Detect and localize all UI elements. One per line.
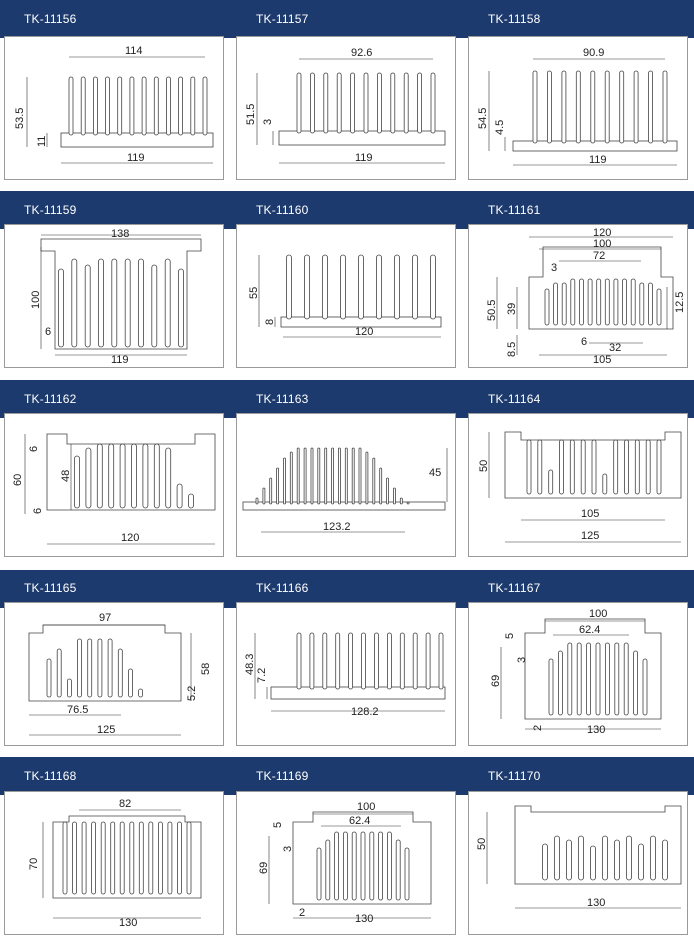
fin [297,633,301,689]
fin [75,456,80,508]
fin [657,289,661,325]
dimension-label: 51.5 [245,103,257,125]
fin [543,844,548,880]
fin [112,259,117,347]
fin [166,448,171,508]
fin [318,448,320,504]
fin [631,279,635,325]
fin [359,255,364,319]
fin [549,470,553,494]
fin [413,633,417,689]
fin [364,73,368,133]
fin [605,279,609,325]
fin [323,633,327,689]
profile-drawing-tk-11169 [236,791,456,935]
fin [651,836,656,880]
fin [634,651,638,715]
fin [587,643,591,715]
profile-drawing-tk-11160 [236,224,456,368]
dimension-label: 119 [127,152,145,164]
fin [125,259,130,347]
fin [179,269,184,347]
fin [178,822,182,894]
product-code: TK-11168 [24,769,77,783]
dimension-label: 8 [264,318,276,325]
fin [143,444,148,508]
profile-drawing-tk-11157 [236,36,456,180]
fin [139,689,143,697]
fin [139,822,143,894]
product-code: TK-11157 [256,12,309,26]
dimension-label: 120 [121,532,140,544]
fin [323,255,328,319]
fin [73,822,77,894]
fin [284,458,286,504]
fin [591,846,596,880]
fin [603,474,607,494]
fin [603,836,608,880]
dimension-label: 48.3 [244,653,256,675]
dimension-label: 130 [355,913,374,925]
fin [597,279,601,325]
fin [338,448,340,504]
dimension-label: 3 [516,656,528,663]
fin [591,71,595,143]
fin [92,822,96,894]
fin [623,279,627,325]
fin [562,71,566,143]
fin [614,279,618,325]
dimension-label: 119 [355,152,373,164]
fin [108,639,112,697]
fin [579,836,584,880]
dimension-label: 92.6 [351,47,373,59]
fin [297,448,299,504]
fin [337,73,341,133]
fin [418,73,422,133]
fin [165,259,170,347]
dimension-label: 69 [258,861,270,874]
fin [549,659,553,715]
fin [375,633,379,689]
dimension-label: 105 [593,354,612,366]
fin [533,71,537,143]
fin [311,448,313,504]
fin [393,488,395,504]
fin [643,659,647,715]
dimension-label: 123.2 [323,521,351,533]
fin [189,494,194,508]
fin [326,840,330,900]
fin [605,71,609,143]
dimension-label: 130 [587,897,606,909]
dimension-label: 90.9 [583,47,605,59]
fin [86,448,91,508]
dimension-label: 50 [476,837,488,850]
dimension-label: 130 [587,724,606,736]
fin [305,255,310,319]
dimension-label: 3 [282,845,294,852]
fin [304,448,306,504]
dimension-label: 5.2 [186,685,198,701]
dimension-label: 120 [355,326,374,338]
product-code: TK-11166 [256,581,309,595]
fin [191,77,195,135]
fin [562,283,566,325]
dimension-label: 100 [593,238,612,250]
dimension-label: 32 [609,342,622,354]
dimension-label: 12.5 [674,291,686,313]
fin [580,279,584,325]
fin [391,73,395,133]
dimension-label: 76.5 [67,704,89,716]
fin [120,444,125,508]
fin [558,651,562,715]
fin [270,478,272,504]
fin [82,822,86,894]
fin [345,448,347,504]
dimension-label: 45 [429,467,442,479]
fin [635,440,639,494]
dimension-label: 6 [32,507,44,514]
product-code: TK-11165 [24,581,77,595]
fin [203,77,207,135]
fin [99,259,104,347]
product-code: TK-11160 [256,203,309,217]
fin [47,659,51,697]
dimension-label: 39 [506,302,518,315]
dimension-label: 60 [12,473,24,486]
dimension-label: 58 [200,662,212,675]
dimension-label: 128.2 [351,706,379,718]
fin [570,440,574,494]
fin [81,77,85,135]
fin [581,440,585,494]
fin [404,73,408,133]
fin [657,440,661,494]
product-code: TK-11170 [488,769,541,783]
dimension-label: 62.4 [579,624,601,636]
dimension-label: 100 [589,608,608,620]
fin [335,832,339,900]
fin [380,468,382,504]
fin [343,832,347,900]
dimension-label: 120 [593,227,612,239]
fin [379,832,383,900]
fin [400,633,404,689]
fin [431,73,435,133]
dimension-label: 7.2 [256,667,268,683]
fin [639,844,644,880]
fin [349,633,353,689]
fin [615,840,620,880]
fin [352,448,354,504]
fin [648,283,652,325]
fin [615,643,619,715]
fin [139,259,144,347]
dimension-label: 97 [99,612,112,624]
fin [413,255,418,319]
fin [362,633,366,689]
product-code: TK-11162 [24,392,77,406]
fin [168,822,172,894]
fin [98,639,102,697]
fin [297,73,301,133]
dimension-label: 70 [28,857,40,870]
fin [596,643,600,715]
fin [567,840,572,880]
profile-drawing-tk-11170 [468,791,688,935]
dimension-label: 138 [111,228,130,240]
dimension-label: 69 [490,674,502,687]
fin [396,840,400,900]
fin [324,73,328,133]
fin [571,279,575,325]
profile-drawing-tk-11164 [468,413,688,557]
fin [387,633,391,689]
dimension-label: 130 [119,917,138,929]
fin [387,478,389,504]
profile-drawing-tk-11167 [468,602,688,746]
fin [341,255,346,319]
fin [634,71,638,143]
dimension-label: 5 [504,632,516,639]
dimension-label: 3 [551,262,558,274]
dimension-label: 50.5 [486,299,498,321]
fin [130,822,134,894]
fin [57,649,61,697]
dimension-label: 2 [299,907,306,919]
fin [352,832,356,900]
fin [627,836,632,880]
fin [377,73,381,133]
fin [101,822,105,894]
product-code: TK-11156 [24,12,77,26]
fin [317,848,321,900]
product-code: TK-11163 [256,392,309,406]
fin [366,452,368,504]
dimension-label: 55 [248,286,260,299]
fin [332,448,334,504]
dimension-label: 53.5 [14,107,26,129]
profile-drawing-tk-11158 [468,36,688,180]
fin [625,440,629,494]
fin [620,71,624,143]
fin [310,633,314,689]
dimension-label: 105 [581,508,600,520]
fin [118,649,122,697]
fin [407,502,409,504]
fin [640,283,644,325]
profile-drawing-tk-11159 [4,224,224,368]
fin [109,444,114,508]
fin [325,448,327,504]
fin [377,255,382,319]
fin [154,77,158,135]
fin [555,836,560,880]
fin [167,77,171,135]
fin [97,444,102,508]
dimension-label: 100 [30,290,42,309]
profile-drawing-tk-11165 [4,602,224,746]
fin [93,77,97,135]
fin [277,468,279,504]
profile-drawing-tk-11166 [236,602,456,746]
row-band-5 [0,757,694,795]
fin [538,440,542,494]
fin [663,71,667,143]
fin [132,444,137,508]
fin [106,77,110,135]
fin [158,822,162,894]
dimension-label: 8.5 [506,341,518,357]
fin [395,255,400,319]
fin [310,73,314,133]
fin [351,73,355,133]
dimension-label: 48 [60,469,72,482]
product-code: TK-11164 [488,392,541,406]
fin [387,832,391,900]
fin [361,832,365,900]
fin [431,255,436,319]
fin [646,440,650,494]
fin [370,832,374,900]
fin [400,498,402,504]
fin [576,71,580,143]
fin [149,822,153,894]
fin [605,643,609,715]
dimension-label: 54.5 [477,107,489,129]
profile-drawing-tk-11168 [4,791,224,935]
fin [72,259,77,347]
fin [560,440,564,494]
product-code: TK-11167 [488,581,541,595]
dimension-label: 5 [272,821,284,828]
fin [547,71,551,143]
fin [649,71,653,143]
fin [63,822,67,894]
dimension-label: 62.4 [349,815,371,827]
fin [614,440,618,494]
fin [69,77,73,135]
dimension-label: 2 [532,724,544,731]
fin [439,633,443,689]
fin [359,448,361,504]
dimension-label: 4.5 [494,119,506,135]
dimension-label: 3 [262,118,274,125]
fin [592,440,596,494]
row-band-1 [0,0,694,38]
dimension-label: 11 [36,135,48,147]
fin [568,643,572,715]
fin [130,77,134,135]
fin [426,633,430,689]
product-code: TK-11161 [488,203,541,217]
fin [256,498,258,504]
fin [577,643,581,715]
profile-drawing-tk-11161 [468,224,688,368]
dimension-label: 82 [119,798,132,810]
fin [554,283,558,325]
dimension-label: 114 [125,45,143,57]
fin [85,265,90,347]
fin [405,848,409,900]
product-code: TK-11169 [256,769,309,783]
fin [111,822,115,894]
fin [120,822,124,894]
fin [88,639,92,697]
dimension-label: 119 [111,354,129,366]
dimension-label: 100 [357,801,376,813]
dimension-label: 6 [581,336,588,348]
dimension-label: 125 [97,724,116,736]
fin [67,679,71,697]
profile-drawing-tk-11156 [4,36,224,180]
fin [177,484,182,508]
dimension-label: 6 [28,445,40,452]
product-code: TK-11159 [24,203,77,217]
fin [624,643,628,715]
fin [545,289,549,325]
fin [373,458,375,504]
profile-drawing-tk-11163 [236,413,456,557]
fin [179,77,183,135]
dimension-label: 119 [589,154,607,166]
fin [588,279,592,325]
fin [336,633,340,689]
fin [287,255,292,319]
fin [187,822,191,894]
fin [290,452,292,504]
fin [118,77,122,135]
fin [142,77,146,135]
fin [78,639,82,697]
product-code: TK-11158 [488,12,541,26]
fin [129,669,133,697]
fin [59,269,64,347]
fin [154,444,159,508]
fin [527,440,531,494]
profile-drawing-tk-11162 [4,413,224,557]
fin [152,265,157,347]
fin [263,488,265,504]
dimension-label: 6 [45,326,52,338]
dimension-label: 72 [593,250,606,262]
fin [663,840,668,880]
dimension-label: 50 [478,459,490,472]
dimension-label: 125 [581,530,600,542]
